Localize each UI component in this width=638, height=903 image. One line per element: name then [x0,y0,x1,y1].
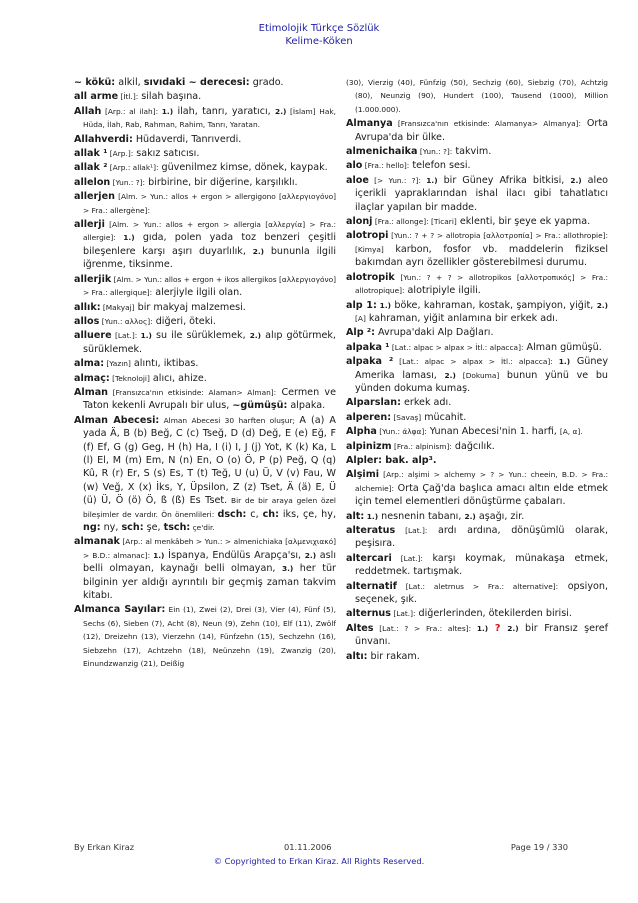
dictionary-entry [74,161,336,174]
entry-text: Alpha [346,426,377,438]
entry-text: alıp götürmek, sürüklemek. [83,330,336,355]
entry-text: Alp ²: [346,327,375,339]
entry-text: [Yun.: ?]: [417,147,453,157]
entry-text: alotropi [346,230,389,242]
entry-text: aleo içerikli yapraklarından ishal ilacı gibi tahatlatıcı ilaçlar yapılan bir madde. [355,174,608,213]
entry-text: bir Fransız şeref ünvanı. [355,622,608,648]
entry-text: [Arp.: alşimi > alchemy > ? > Yun.: cheein, B.D. > Fra.: alchemie]: [355,470,608,493]
entry-text: eklenti, bir şeye ek yapma. [456,216,591,228]
entry-text: 1.) [140,331,152,341]
entry-text: alkil, [115,77,144,88]
dictionary-entry [346,229,608,269]
entry-text: Güney Amerika laması, [355,356,608,381]
entry-text: Allah [74,105,102,117]
entry-text: silah başına. [138,91,202,103]
entry-text: [Yun.: άλφα]: [376,427,427,437]
entry-text: alpinizm [346,440,392,452]
entry-text: 1.) [476,623,489,633]
entry-text: A (a) A yada Ä, B (b) Beğ, C (c) Tseğ, D (d) Değ, E (e) Eğ, F (f) Ef, G (g) Geg, H (h) Ha, I (i) I, J (j) Yot, K (k) Ka, L (l) El, M (m) Em, N (n) En, O (o) Ö, P (p) Peğ, Q (q) Kû, R (r) Er, S (s) Es, T (t) Teğ, U (u) Ü, V (v) Fau, W (w) Veğ, X (x) İks, Y, Üpsilon, Z (z) Tset, Ä (ä) E, Ü (ü) Ü, Ö (ö) Ö, ß (ß) Es Tset. [83,414,336,507]
entry-text: ilah, tanrı, yaratıcı, [173,105,276,117]
entry-text: böke, kahraman, kostak, şampiyon, yiğit, [391,299,597,311]
entry-text: Almanca Sayılar: [74,604,166,616]
entry-text: alotripiyle ilgili. [404,285,481,297]
entry-text: ny, [100,522,122,533]
entry-text: 2.) [507,623,519,633]
entry-text: Ein (1), Zwei (2), Drei (3), Vier (4), Fünf (5), Sechs (6), Sieben (7), Acht (8), Neun (9), Zehn (10), Elf (11), Zwölf (12), Dreizehn (13), Vierzehn (14), Fünfzehn (15), Sechzehn (16), Siebzehn (17), Achtzehn (18), Neünzehn (19), Zwanzig (20), Einundzwanzig (21), Deißig [83,605,336,669]
entry-text: grado. [249,77,284,88]
entry-text: [İslam] Hak, Hüda, İlah, Rab, Rahman, Rahim, Tanrı, Yaratan. [83,106,336,130]
dictionary-entry [74,414,336,535]
entry-text: iks, çe, hy, [278,508,336,520]
entry-text: alo [346,160,363,172]
entry-text: [Arp.: allak¹]: [107,163,159,173]
entry-text: alternatif [346,580,397,592]
entry-text: 1.) [153,550,165,560]
entry-text: bir Güney Afrika bitkisi, [437,174,571,186]
entry-text: 2.) [444,370,456,380]
entry-text: altı: [346,650,368,662]
entry-text: [Yun.: αλλος]: [99,316,153,326]
dictionary-entry [346,622,608,649]
footer-copyright: © Copyrighted to Erkan Kiraz. All Rights Reserved. [213,856,425,866]
dictionary-entry [346,510,608,523]
dictionary-entry [346,650,608,663]
dictionary-entry [346,454,608,467]
entry-text: allak ¹ [74,148,108,160]
entry-text: gıda, polen yada toz benzeri çeşitli bileşenlere karşı aşırı duyarlılık, [83,232,336,257]
entry-text: [İtl.]: [118,92,139,102]
header-subtitle: Kelime-Köken [285,35,353,47]
entry-text: bir rakam. [367,650,420,662]
dictionary-entry [346,425,608,438]
entry-text: çe'dir. [190,523,215,532]
entry-text: şe, [143,522,164,533]
entry-text: Alpler: bak. alp³. [346,454,437,466]
dictionary-entry [346,341,608,354]
entry-text: alluere [74,330,112,342]
footer-date: 01.11.2006 [284,842,332,852]
dictionary-entry [346,580,608,607]
entry-text: nesnenin tabanı, [378,510,465,522]
entry-text: alıcı, ahize. [149,372,207,384]
entry-text: [Alm. > Yun.: allos + ergon + ikos allergikos [αλλεργιογόνο] > Fra.: allergique]: [83,274,336,298]
entry-text: [Yun.: ?]: [110,177,146,187]
dictionary-entry [346,159,608,172]
entry-text: allelon [74,176,111,188]
dictionary-entry [74,218,336,272]
entry-text: aslı belli olmayan, kaynağı belli olmayan, [83,549,337,575]
entry-text: [Savaş] [391,412,422,422]
entry-text: ardı ardına, dönüşümlü olarak, peşisıra. [355,525,609,550]
entry-text: mücahit. [421,411,467,423]
entry-text: alonj [346,216,373,228]
entry-text: [Alm. > Yun.: allos + ergon > allergia [αλλεργία] > Fra.: allergie]: [83,220,336,243]
entry-text: (30), Vierzig (40), Fünfzig (50), Sechzig (60), Siebzig (70), Achtzig (80), Neunzig (90), Hundert (100), Tausend (1000), Million (1.000.000). [346,78,608,114]
entry-text: ch: [262,508,279,520]
entry-text: 2.) [249,331,262,341]
entry-text: 2.) [464,511,476,521]
entry-text: allerjik [74,273,112,285]
entry-text: [Arp.: al menkâbeh > Yun.: > almenichiaka [αλμενιχιακό] > B.D.: almanac]: [83,537,336,560]
entry-text: alt: [346,510,365,522]
entry-text: [Yun.: ? + ? > allotropikos [αλλοτροπικός] > Fra.: allotropique]: [355,272,608,296]
entry-text: ? [488,622,508,634]
entry-text: 2.) [304,550,317,560]
entry-text: [Lat.]: [111,331,141,341]
entry-text: allerjen [74,191,115,203]
dictionary-entry [74,329,336,356]
dictionary-entry [74,176,336,189]
dictionary-entry [74,603,336,670]
entry-text: aşağı, zir. [475,510,525,522]
entry-text: alperen: [346,411,392,423]
dictionary-entry [346,552,608,579]
entry-text: altercari [346,552,392,564]
dictionary-entry [74,133,336,146]
dictionary-entry [74,273,336,300]
entry-text: 1.) [161,106,174,116]
entry-text: kahraman, yiğit anlamına bir erkek adı. [365,312,558,324]
entry-text: [> Yun.: ?]: [368,175,427,185]
entry-text: 2.) [596,300,609,310]
dictionary-entry [74,76,336,89]
entry-text: sch: [121,522,144,533]
entry-text: allerji [74,219,105,231]
entry-text: bir makyaj malzemesi. [134,301,246,313]
entry-text: alotropik [346,271,395,283]
entry-text: 1.) [123,233,135,243]
entry-text: sakız satıcısı. [133,148,200,160]
entry-text: [Lat.: alpac > alpax > İtl.: alpacca]: [393,357,559,367]
entry-text: alma: [74,358,105,370]
entry-text: Alman Abecesi: [74,414,160,426]
entry-text: [Yazın] [104,359,131,369]
footer-author: By Erkan Kiraz [74,842,135,852]
dictionary-entry [74,105,336,132]
entry-text: [Lat.: aletrnus > Fra.: alternative]: [396,581,559,591]
entry-text: [Fra.: allonge]: [Ticari] [372,217,457,227]
entry-text: Hüdaverdi, Tanrıverdi. [132,133,242,145]
entry-text: [Fransızca'nın etkisinde: Alamanya> Almanya]: [392,119,582,129]
entry-text: [Teknoloji] [109,373,150,383]
entry-text: Avrupa'daki Alp Dağları. [374,327,494,339]
entry-text: [Lat.]: [390,609,416,619]
entry-text: Altes [346,622,374,634]
entry-text: 3.) [281,564,294,574]
entry-text: 2.) [275,106,287,116]
entry-text: almenichaika [346,146,418,158]
page-header [0,23,638,48]
entry-text: ng: [83,522,101,533]
dictionary-entry [74,301,336,314]
entry-text: Allahverdi: [74,133,133,145]
dictionary-entry [74,190,336,217]
entry-text: Cermen ve Taton kekenli Avrupalı bir ulus, [83,386,336,412]
entry-text: [Lat.: alpac > alpax > İtl.: alpacca]: [389,342,524,352]
entry-text: Alşimi [346,469,379,481]
entry-text: [A] [355,313,366,323]
entry-text: alp 1: [346,299,377,311]
entry-text: birbirine, bir diğerine, karşılıklı. [145,176,298,188]
entry-text: alternus [346,608,391,620]
dictionary-entry [346,174,608,214]
dictionary-entry [346,607,608,620]
left-column [74,76,336,671]
entry-text: [Lat.]: [391,553,423,563]
entry-text: dsch: [217,508,247,520]
entry-text: sıvıdaki ~ derecesi: [143,77,250,88]
dictionary-entry [74,90,336,103]
entry-text: [Fransızca'nın etkisinde: Alaman> Alman]: [108,387,277,397]
entry-text: karşı koymak, münakaşa etmek, reddetmek. tartışmak. [355,552,608,578]
header-title: Etimolojik Türkçe Sözlük [258,23,380,34]
entry-text: almaç: [74,372,110,384]
entry-text: [Lat.: ? > Fra.: altes]: [373,623,477,633]
entry-text: 1.) [558,357,571,367]
entry-text: İspanya, Endülüs Arapça'sı, [164,549,305,561]
entry-text: takvim. [452,146,492,158]
entry-text: Bir de bir araya gelen özel bileşimler de vardır. Ön önemlileri: [83,496,336,519]
entry-text: karbon, fosfor vb. maddelerin fiziksel bakımdan ayrı özellikler gösterebilmesi durumu. [355,243,608,269]
dictionary-entry [74,315,336,328]
dictionary-entry [346,215,608,228]
entry-text: diğerlerinden, ötekilerden birisi. [415,608,572,620]
dictionary-entry [346,440,608,453]
entry-text: [Alm. > Yun.: allos + ergon > allergigono [αλλεργιογόνο] > Fra.: allergène]: [83,192,336,215]
entry-text: ~gümüşü: [232,400,288,412]
entry-text: [Arp.: al ilah]: [101,106,162,116]
footer-page-number: Page 19 / 330 [510,842,568,852]
entry-text: su ile sürüklemek, [151,330,250,342]
entry-text: opsiyon, seçenek, şık. [355,580,608,606]
entry-text: Alman [74,386,109,398]
entry-text: Orta Çağ'da başlıca amacı altın elde etmek için temel elementleri dönüştürme çabaları. [355,482,608,508]
entry-text: Almanya [346,118,393,130]
dictionary-entry [346,117,608,144]
entry-text: Alparslan: [346,397,401,409]
entry-text: alerjiyle ilgili olan. [152,287,243,299]
dictionary-entry [74,357,336,370]
dictionary-entry [346,396,608,409]
dictionary-entry [346,411,608,424]
entry-text: all arme [74,91,119,103]
entry-text: alpaka ¹ [346,341,390,353]
entry-text: tsch: [163,522,191,533]
entry-text: her tür bilginin yer aldığı ayrıntılı bir geçmiş zaman takvim kitabı. [83,563,336,602]
entry-text: Orta Avrupa'da bir ülke. [355,118,608,143]
entry-text: alıntı, iktibas. [130,358,199,370]
dictionary-entry [346,76,608,116]
entry-text: bunun yünü ve bu yünden dokuma kumaş. [355,369,609,394]
entry-text: telefon sesi. [409,160,471,172]
entry-text: 1.) [364,511,379,521]
entry-text: güvenilmez kimse, dönek, kaypak. [158,162,328,174]
dictionary-entry [74,372,336,385]
dictionary-entry [346,524,608,551]
entry-text: 2.) [252,246,265,256]
entry-text: [Makyaj] [100,302,135,312]
entry-text: erkek adı. [400,397,452,409]
entry-text: Alman gümüşü. [523,341,602,353]
entry-text: allos [74,315,100,327]
entry-text: c, [246,508,263,520]
entry-text: 2.) [570,175,582,185]
dictionary-entry [346,271,608,298]
entry-text: aloe [346,174,369,186]
entry-text: Alman Abecesi 30 harften oluşur; [159,415,300,425]
entry-text: [Dokuma] [455,370,500,380]
entry-text: alpaka ² [346,356,394,368]
entry-text: Yunan Abecesi'nin 1. harfi, [426,426,560,438]
dictionary-entry [346,299,608,326]
entry-text: 1.) [376,300,392,310]
entry-text: alteratus [346,525,396,536]
entry-text: [Lat.]: [395,526,428,535]
dictionary-entry [74,147,336,160]
entry-text: [Yun.: ? + ? > allotropia [αλλοτροπία] > Fra.: allothropie]: [Kimya] [355,231,608,254]
entry-text: [Fra.: alpinism]: [391,441,452,451]
entry-text: alpaka. [287,400,326,412]
entry-text: [Arp.]: [107,149,134,159]
dictionary-entry [346,468,608,508]
dictionary-entry [74,535,336,602]
entry-text: allık: [74,301,101,313]
dictionary-entry [346,326,608,339]
right-column [346,76,608,664]
entry-text: bununla ilgili iğrenme, tiksinme. [83,245,336,271]
entry-text: 1.) [426,175,438,185]
entry-text: allak ² [74,162,108,174]
entry-text: almanak [74,536,120,548]
dictionary-entry [74,386,336,413]
entry-text: ~ kökü: [74,77,116,88]
entry-text: diğeri, öteki. [152,315,216,327]
dictionary-entry [346,355,608,395]
entry-text: dağcılık. [451,440,495,452]
dictionary-entry [346,145,608,158]
entry-text: [Fra.: hello]: [362,161,410,171]
entry-text: [A, α]. [559,427,583,437]
